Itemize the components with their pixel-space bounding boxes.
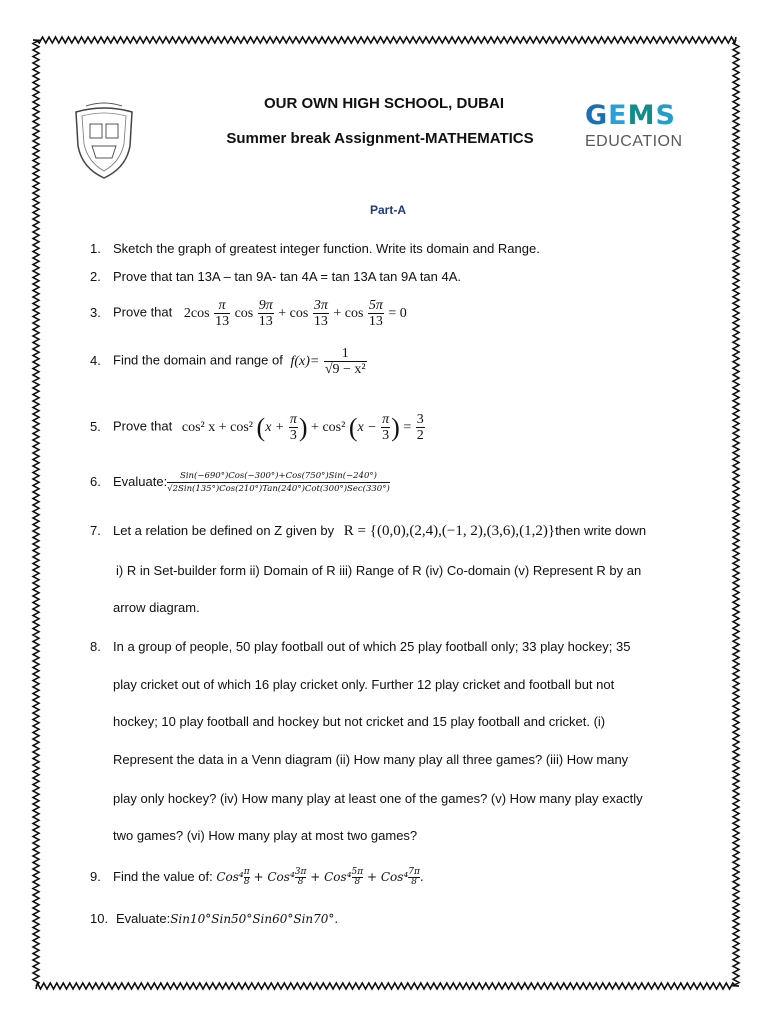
question-8-line-6: two games? (vi) How many play at most two games? xyxy=(113,828,418,843)
question-text: Evaluate: xyxy=(113,473,168,489)
question-7-line-2: i) R in Set-builder form ii) Domain of R iii) Range of R (iv) Co-domain (v) Represent R by an xyxy=(116,563,642,578)
question-7 xyxy=(90,522,646,540)
question-8-line-2: play cricket out of which 16 play cricket only. Further 12 play cricket and football but not xyxy=(113,677,615,692)
gems-education-logo xyxy=(585,101,697,155)
equation: cos² x + cos² (x + $\frac{\pi}{3}$ ) + cos² (x − $\frac{\pi}{3}$ ) = $\frac{3}{2}$ xyxy=(181,412,424,443)
question-number: 1. xyxy=(90,241,101,256)
question-text: Evaluate: xyxy=(116,911,171,926)
question-4 xyxy=(90,346,368,377)
question-number: 2. xyxy=(90,269,101,284)
question-text-tail: then write down xyxy=(555,523,647,538)
gems-logo-subtitle: EDUCATION xyxy=(585,133,683,150)
question-text: In a group of people, 50 play football out of which 25 play football only; 33 play hockey; 35 xyxy=(113,639,631,654)
equation: Sin10°Sin50°Sin60°Sin70°. xyxy=(170,912,339,926)
assignment-title: Summer break Assignment-MATHEMATICS xyxy=(226,130,534,147)
question-6 xyxy=(90,470,390,495)
question-8-line-3: hockey; 10 play football and hockey but not cricket and 15 play football and cricket. (i) xyxy=(113,714,606,729)
question-10 xyxy=(90,910,338,928)
question-number: 10. xyxy=(90,911,109,926)
question-text: Prove that xyxy=(113,304,173,320)
equation: 2cos $\frac{\pi}{13}$ cos $\frac{9\pi}{13}$ + cos $\frac{3\pi}{13}$ + cos $\frac{5\pi}{13}$ = 0 xyxy=(183,298,407,329)
question-8 xyxy=(90,638,630,656)
question-number: 3. xyxy=(90,304,101,320)
gems-logo-wordmark: GEMS xyxy=(585,100,676,131)
question-7-line-3: arrow diagram. xyxy=(113,600,200,615)
evaluate-fraction: $\frac{\text{Sin(−690°)Cos(−300°)+Cos(750°)Sin(−240°)}}{\text{√2Sin(135°)Cos(210°)Tan(240°)Cot(300°)Sec(330°)}}$ xyxy=(167,471,390,494)
question-text: Sketch the graph of greatest integer function. Write its domain and Range. xyxy=(113,241,540,256)
question-number: 6. xyxy=(90,473,101,489)
question-number: 9. xyxy=(90,869,101,884)
question-text: Find the value of: xyxy=(113,869,213,884)
question-number: 4. xyxy=(90,352,101,368)
question-2 xyxy=(90,268,461,286)
question-3 xyxy=(90,298,407,329)
question-8-line-4: Represent the data in a Venn diagram (ii) How many play all three games? (iii) How many xyxy=(113,752,629,767)
school-name: OUR OWN HIGH SCHOOL, DUBAI xyxy=(264,95,504,112)
question-9 xyxy=(90,868,424,887)
question-text: Prove that xyxy=(113,418,173,434)
question-text: Let a relation be defined on Z given by xyxy=(113,523,335,538)
question-text: Find the domain and range of xyxy=(113,352,283,368)
part-heading: Part-A xyxy=(369,203,406,217)
question-text: Prove that tan 13A – tan 9A- tan 4A = tan 13A tan 9A tan 4A. xyxy=(113,269,462,284)
question-5 xyxy=(90,412,426,443)
relation-set: R = {(0,0),(2,4),(−1, 2),(3,6),(1,2)} xyxy=(343,523,556,539)
equation: Cos⁴ $\frac{\pi}{8}$ + Cos⁴ $\frac{3\pi}{8}$ + Cos⁴ $\frac{5\pi}{8}$ + Cos⁴ $\frac{7\pi}{8}$ . xyxy=(216,867,424,887)
question-number: 5. xyxy=(90,418,101,434)
question-number: 8. xyxy=(90,639,101,654)
equation: f(x)= $\frac{1}{\text{√9 − x²}}$ xyxy=(290,346,366,377)
question-1 xyxy=(90,240,540,258)
question-number: 7. xyxy=(90,523,101,538)
question-8-line-5: play only hockey? (iv) How many play at least one of the games? (v) How many play exactly xyxy=(113,791,643,806)
